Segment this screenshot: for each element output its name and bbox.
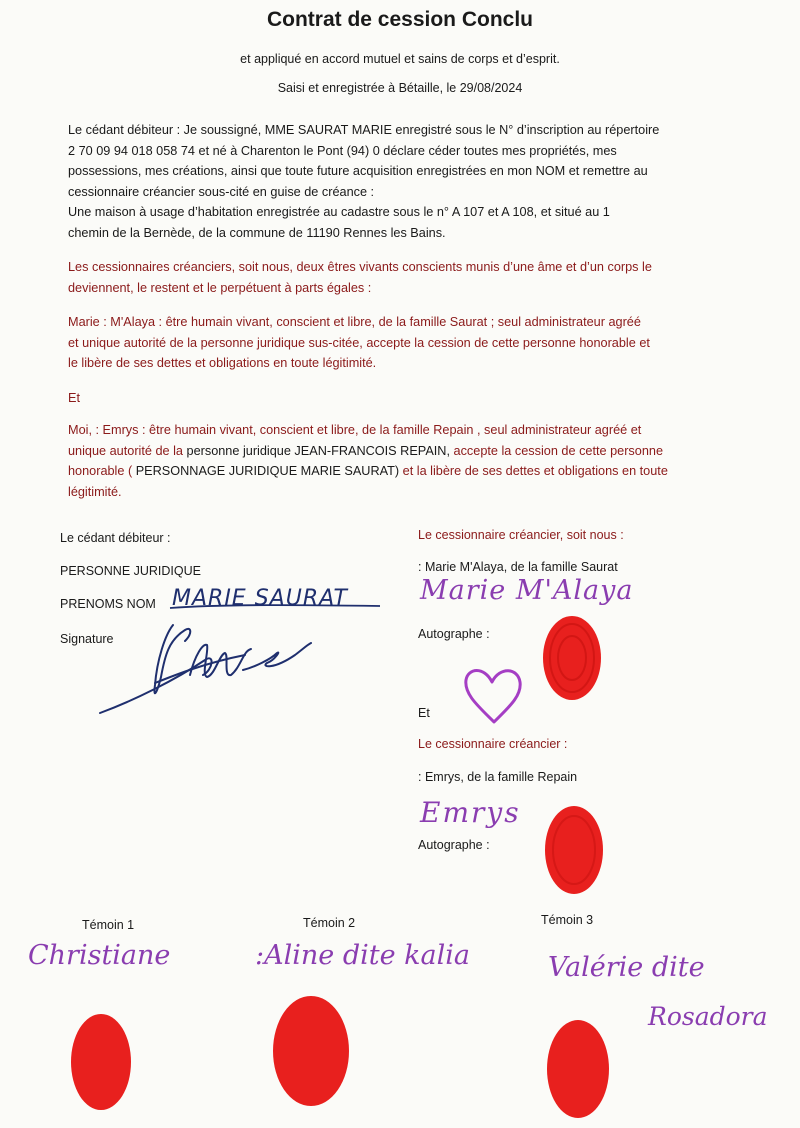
- emrys-line: : Emrys, de la famille Repain: [418, 770, 578, 784]
- fingerprint-witness-1: [68, 1010, 134, 1114]
- prenoms-underline: [165, 602, 385, 612]
- prenoms-handwritten: MARIE SAURAT: [172, 586, 348, 611]
- fingerprint-emrys: [540, 802, 608, 898]
- text-line: le libère de ses dettes et obligations en toute légitimité.: [68, 356, 377, 370]
- witness-3-label: Témoin 3: [541, 913, 594, 927]
- text-line: et unique autorité de la personne juridique sus-citée, accepte la cession de cette personne honorable et: [68, 335, 650, 350]
- cedant-label: Le cédant débiteur :: [60, 531, 171, 545]
- paragraph-emrys: [68, 420, 732, 502]
- witness-3-handwritten-2: Rosadora: [648, 1002, 768, 1031]
- paragraph-cedant: [68, 120, 732, 243]
- witness-1-handwritten: Christiane: [28, 940, 171, 971]
- text-line: 2 70 09 94 018 058 74 et né à Charenton le Pont (94) 0 déclare céder toutes mes propriétés, mes: [68, 143, 617, 158]
- text-line: deviennent, le restent et le perpétuent à parts égales :: [68, 280, 372, 295]
- autographe-label-1: Autographe :: [418, 627, 490, 641]
- witness-2-handwritten: :Aline dite kalia: [255, 940, 470, 971]
- text-line: Le cédant débiteur : Je soussigné, MME SAURAT MARIE enregistré sous le N° d’inscription au répertoire: [68, 123, 660, 137]
- prenoms-nom-label: PRENOMS NOM: [60, 597, 156, 611]
- et-label: Et: [418, 706, 430, 720]
- emrys-handwritten: Emrys: [420, 796, 521, 829]
- autographe-label-2: Autographe :: [418, 838, 490, 852]
- text-line: unique autorité de la personne juridique JEAN-FRANCOIS REPAIN, accepte la cession de cette personne: [68, 443, 664, 458]
- text-line: Les cessionnaires créanciers, soit nous, deux êtres vivants conscients munis d’une âme et d’un corps le: [68, 260, 652, 274]
- fingerprint-marie: [538, 612, 608, 704]
- registration-line: Saisi et enregistrée à Bétaille, le 29/08/2024: [277, 81, 523, 95]
- text-line: chemin de la Bernède, de la commune de 11190 Rennes les Bains.: [68, 225, 446, 240]
- paragraph-marie: [68, 312, 732, 374]
- witness-2-label: Témoin 2: [303, 916, 356, 930]
- text-line: cessionnaire créancier sous-cité en guise de créance :: [68, 184, 375, 199]
- paragraph-cessionnaires: [68, 257, 732, 298]
- signature-image: [95, 615, 315, 720]
- text-line: Moi, : Emrys : être humain vivant, conscient et libre, de la famille Repain , seul administrateur agréé et: [68, 423, 642, 437]
- witness-1-label: Témoin 1: [82, 918, 135, 932]
- document-subtitle: et appliqué en accord mutuel et sains de corps et d’esprit.: [240, 52, 560, 66]
- text-line: Marie : M'Alaya : être humain vivant, conscient et libre, de la famille Saurat ; seul administrateur agréé: [68, 315, 641, 329]
- paragraph-et: Et: [68, 391, 80, 405]
- document-title: Contrat de cession Conclu: [266, 8, 534, 31]
- marie-handwritten: Marie M'Alaya: [420, 575, 634, 606]
- marie-line: : Marie M'Alaya, de la famille Saurat: [418, 560, 618, 574]
- fingerprint-witness-3: [544, 1016, 612, 1122]
- fingerprint-witness-2: [270, 992, 352, 1110]
- text-line: Une maison à usage d’habitation enregistrée au cadastre sous le n° A 107 et A 108, et situé au 1: [68, 205, 610, 219]
- witness-3-handwritten: Valérie dite: [548, 952, 705, 983]
- text-line: honorable ( PERSONNAGE JURIDIQUE MARIE SAURAT) et la libère de ses dettes et obligations en toute: [68, 464, 668, 478]
- signature-label: Signature: [60, 632, 114, 646]
- cessionnaire-label: Le cessionnaire créancier, soit nous :: [418, 528, 624, 542]
- personne-juridique-label: PERSONNE JURIDIQUE: [60, 564, 201, 578]
- text-line: légitimité.: [68, 484, 122, 499]
- text-line: possessions, mes créations, ainsi que toute future acquisition enregistrées en mon NOM et remettre au: [68, 164, 648, 178]
- heart-drawing: [460, 660, 528, 730]
- cessionnaire-label-2: Le cessionnaire créancier :: [418, 737, 568, 751]
